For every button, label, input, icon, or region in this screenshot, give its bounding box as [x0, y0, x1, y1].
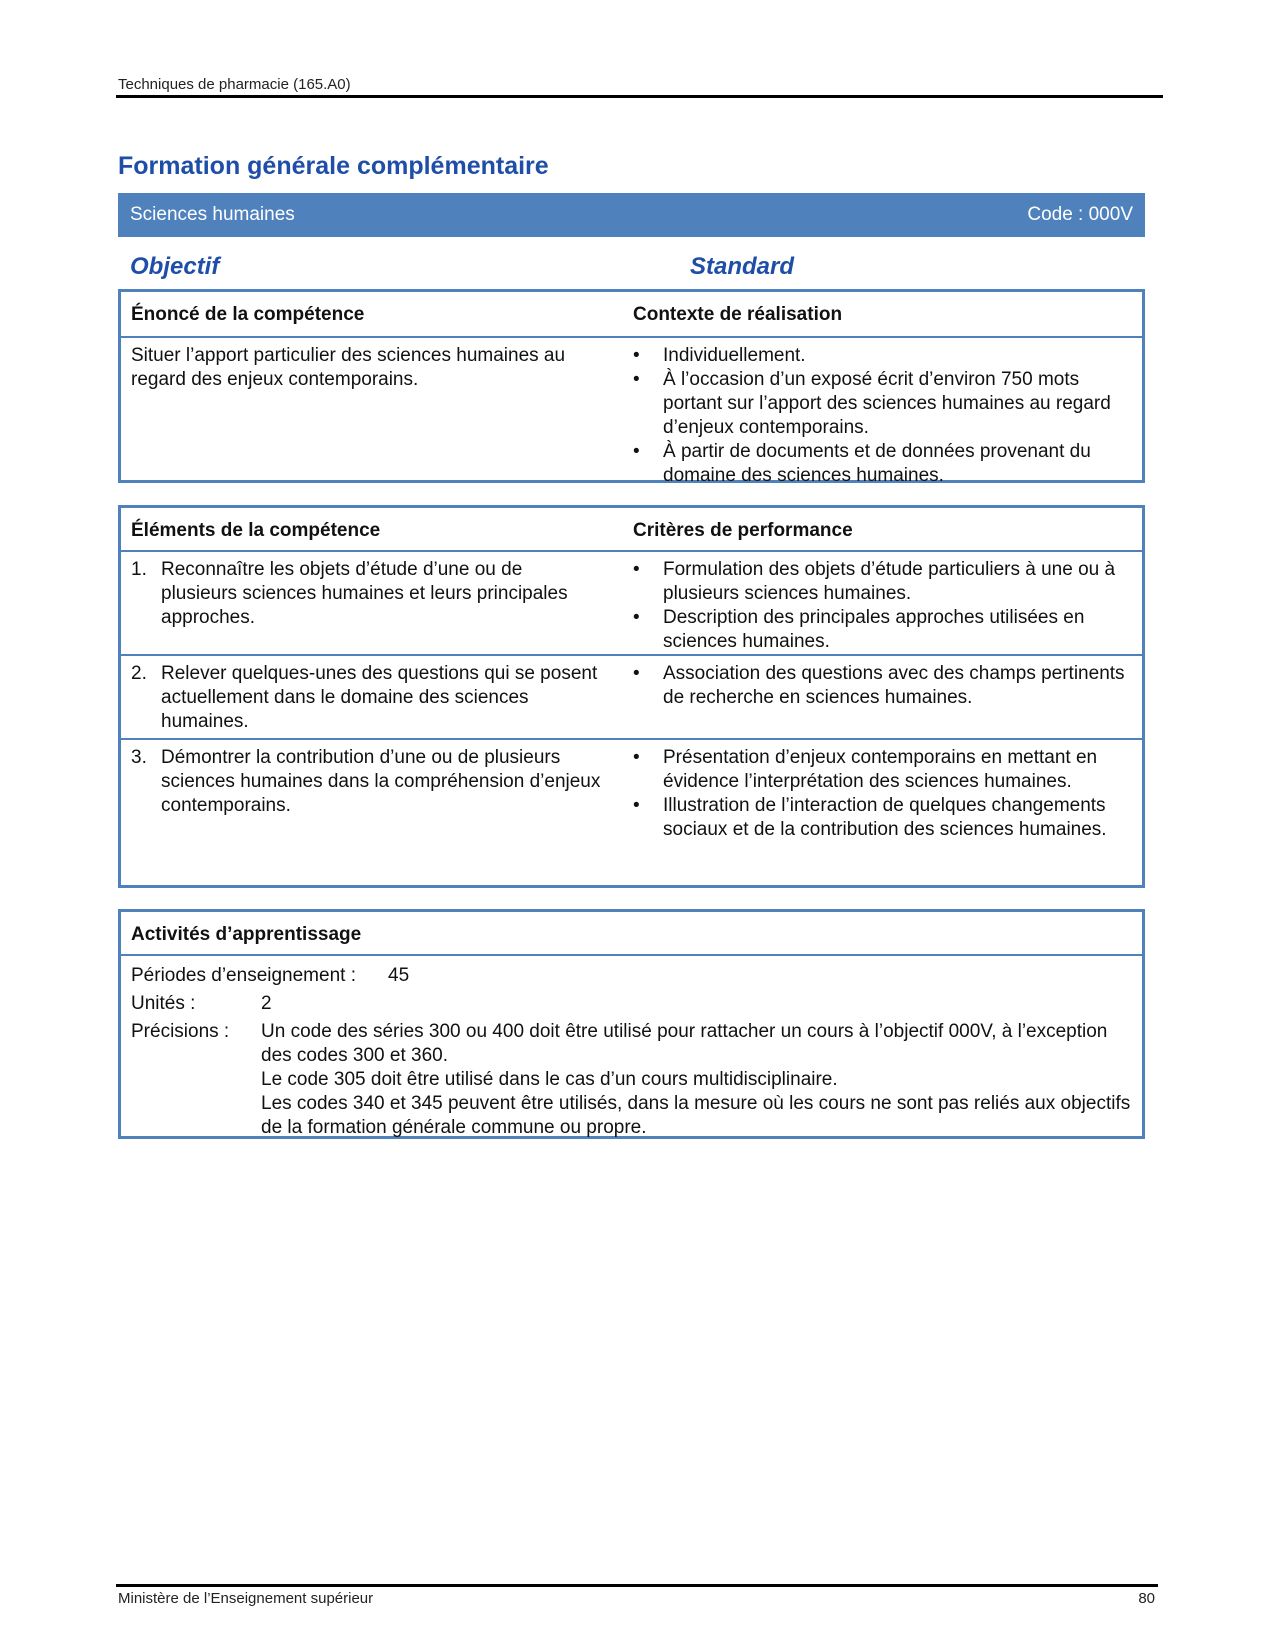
objectif-heading: Objectif: [130, 253, 220, 280]
elements-header-row: [121, 508, 1142, 550]
list-item: • Association des questions avec des champs pertinents de recherche en sciences humaines.: [633, 662, 1138, 710]
precisions-text: [261, 1020, 1131, 1140]
precision-item: Le code 305 doit être utilisé dans le cas d’un cours multidisciplinaire.: [261, 1069, 838, 1090]
element-text: Relever quelques-unes des questions qui se posent actuellement dans le domaine des sciences humaines.: [161, 663, 598, 732]
criteres-heading: Critères de performance: [633, 520, 853, 541]
list-item: • À partir de documents et de données provenant du domaine des sciences humaines.: [633, 440, 1138, 488]
element-item: [131, 662, 601, 734]
list-item: • Illustration de l’interaction de quelques changements sociaux et de la contribution des sciences humaines.: [633, 794, 1138, 842]
elements-heading: Éléments de la compétence: [131, 520, 381, 541]
periodes-value: 45: [388, 965, 410, 986]
elements-box: [118, 505, 1145, 888]
precisions-label: Précisions :: [131, 1021, 230, 1042]
list-item: • Présentation d’enjeux contemporains en mettant en évidence l’interprétation des sciences humaines.: [633, 746, 1138, 794]
list-item: • À l’occasion d’un exposé écrit d’environ 750 mots portant sur l’apport des sciences humaines au regard d’enjeux contemporains.: [633, 368, 1138, 440]
column-headings: [130, 253, 1130, 283]
table-row: [121, 550, 1142, 654]
criteria-list: [633, 662, 1138, 710]
precision-item: Les codes 340 et 345 peuvent être utilisés, dans la mesure où les cours ne sont pas reliés aux objectifs de la formation générale commune ou propre.: [261, 1093, 1131, 1138]
header-rule: [116, 95, 1163, 98]
criteria-list: [633, 558, 1138, 654]
element-item: [131, 746, 601, 818]
table-row: [121, 654, 1142, 738]
page-number: 80: [1138, 1590, 1155, 1607]
context-list: [633, 344, 1138, 488]
list-item: • Formulation des objets d’étude particuliers à une ou à plusieurs sciences humaines.: [633, 558, 1138, 606]
footer-rule: [116, 1584, 1158, 1587]
list-item: • Individuellement.: [633, 344, 1138, 368]
enonce-body-row: [121, 336, 1142, 486]
element-number: 3.: [131, 747, 147, 768]
element-text: Démontrer la contribution d’une ou de plusieurs sciences humaines dans la compréhension d’enjeux contemporains.: [161, 747, 601, 816]
element-text: Reconnaître les objets d’étude d’une ou de plusieurs sciences humaines et leurs principales approches.: [161, 559, 568, 628]
enonce-heading: Énoncé de la compétence: [131, 304, 365, 325]
element-item: [131, 558, 601, 630]
enonce-header-row: [121, 292, 1142, 336]
activities-box: [118, 909, 1145, 1139]
standard-heading: Standard: [690, 253, 795, 280]
criteria-list: [633, 746, 1138, 842]
element-number: 2.: [131, 663, 147, 684]
banner-discipline: Sciences humaines: [130, 204, 295, 225]
precision-item: Un code des séries 300 ou 400 doit être utilisé pour rattacher un cours à l’objectif 000V, à l’exception des codes 300 et 360.: [261, 1021, 1108, 1066]
activities-heading: Activités d’apprentissage: [131, 924, 362, 945]
section-title: Formation générale complémentaire: [118, 152, 549, 180]
element-number: 1.: [131, 559, 147, 580]
running-header: Techniques de pharmacie (165.A0): [118, 76, 351, 93]
periodes-label: Périodes d’enseignement :: [131, 965, 356, 986]
activities-header-row: [121, 912, 1142, 954]
activities-body-row: [121, 954, 1142, 1137]
banner-code: Code : 000V: [1027, 204, 1133, 225]
table-row: [121, 738, 1142, 888]
footer-ministry: Ministère de l’Enseignement supérieur: [118, 1590, 374, 1607]
competence-statement: Situer l’apport particulier des sciences humaines au regard des enjeux contemporains.: [131, 345, 566, 390]
unites-label: Unités :: [131, 993, 196, 1014]
unites-value: 2: [261, 993, 272, 1014]
contexte-heading: Contexte de réalisation: [633, 304, 843, 325]
list-item: • Description des principales approches utilisées en sciences humaines.: [633, 606, 1138, 654]
enonce-box: [118, 289, 1145, 486]
course-banner: [118, 193, 1145, 237]
